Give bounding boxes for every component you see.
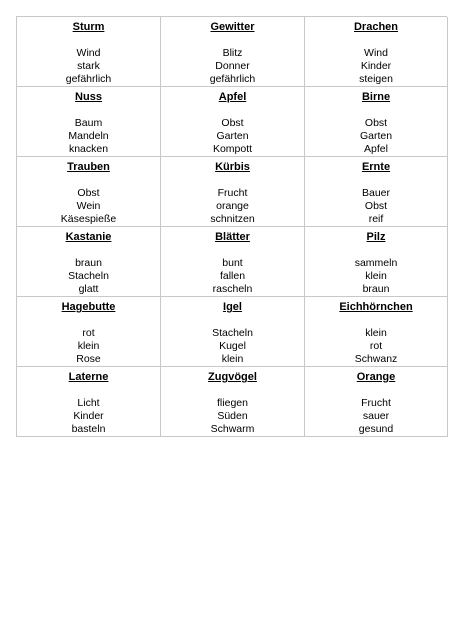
card-word: orange	[216, 200, 249, 212]
card-word: reif	[368, 213, 384, 225]
card-title: Apfel	[218, 91, 247, 103]
card-word: stark	[77, 60, 100, 72]
card-title: Birne	[361, 91, 391, 103]
card-title: Pilz	[366, 231, 386, 243]
card-title: Orange	[356, 371, 396, 383]
card-word: Schwarm	[210, 423, 255, 435]
word-card	[161, 87, 305, 157]
word-card-grid	[16, 16, 447, 437]
card-word: klein	[77, 340, 100, 352]
word-card	[17, 227, 161, 297]
card-word: Kompott	[212, 143, 253, 155]
card-title: Kürbis	[215, 161, 250, 173]
card-word: glatt	[78, 283, 99, 295]
card-title: Kastanie	[65, 231, 112, 243]
card-word: rascheln	[212, 283, 253, 295]
card-word: Süden	[217, 410, 248, 422]
card-word: klein	[365, 270, 387, 282]
card-word: Frucht	[217, 187, 248, 199]
card-word: Kugel	[219, 340, 246, 352]
card-word: Wind	[76, 47, 101, 59]
card-word: fallen	[219, 270, 246, 282]
card-title: Nuss	[75, 91, 102, 103]
card-word: schnitzen	[210, 213, 255, 225]
card-word: Wind	[364, 47, 388, 59]
card-word: Bauer	[361, 187, 391, 199]
card-word: gefährlich	[65, 73, 112, 85]
card-word: braun	[362, 283, 390, 295]
card-word: fliegen	[217, 397, 248, 409]
word-card	[305, 157, 448, 227]
card-title: Zugvögel	[208, 371, 257, 383]
card-word: braun	[75, 257, 102, 269]
card-word: Käsespieße	[60, 213, 117, 225]
card-word: Frucht	[361, 397, 391, 409]
card-word: klein	[221, 353, 244, 365]
card-word: klein	[365, 327, 387, 339]
word-card	[17, 17, 161, 87]
card-title: Ernte	[361, 161, 391, 173]
card-title: Blätter	[215, 231, 250, 243]
word-card	[305, 17, 448, 87]
card-word: Obst	[77, 187, 100, 199]
card-word: Kinder	[73, 410, 104, 422]
card-title: Drachen	[353, 21, 399, 33]
card-word: Licht	[77, 397, 100, 409]
card-word: rot	[369, 340, 383, 352]
card-title: Eichhörnchen	[339, 301, 413, 313]
card-word: sauer	[362, 410, 390, 422]
card-word: sammeln	[354, 257, 398, 269]
word-card	[305, 87, 448, 157]
card-word: Obst	[221, 117, 244, 129]
card-title: Laterne	[68, 371, 109, 383]
card-word: knacken	[68, 143, 109, 155]
card-word: gefährlich	[209, 73, 256, 85]
card-word: Kinder	[360, 60, 392, 72]
card-word: rot	[82, 327, 95, 339]
word-card	[161, 227, 305, 297]
card-word: basteln	[71, 423, 106, 435]
word-card	[305, 227, 448, 297]
card-title: Hagebutte	[61, 301, 116, 313]
word-card	[17, 87, 161, 157]
card-word: Obst	[364, 117, 388, 129]
word-card	[17, 367, 161, 437]
card-word: Obst	[364, 200, 388, 212]
card-word: Baum	[74, 117, 103, 129]
card-word: Mandeln	[68, 130, 109, 142]
card-title: Trauben	[67, 161, 110, 173]
card-word: Donner	[215, 60, 250, 72]
word-card	[161, 297, 305, 367]
card-word: Schwanz	[354, 353, 398, 365]
card-word: Garten	[359, 130, 393, 142]
card-word: Wein	[76, 200, 101, 212]
word-card	[17, 157, 161, 227]
word-card	[17, 297, 161, 367]
card-title: Gewitter	[210, 21, 255, 33]
card-title: Sturm	[72, 21, 105, 33]
card-word: Garten	[216, 130, 249, 142]
card-word: steigen	[359, 73, 393, 85]
word-card	[161, 17, 305, 87]
word-card	[161, 367, 305, 437]
card-word: Blitz	[222, 47, 243, 59]
card-word: Stacheln	[68, 270, 109, 282]
card-word: Rose	[76, 353, 101, 365]
card-word: gesund	[358, 423, 394, 435]
word-card	[161, 157, 305, 227]
card-word: bunt	[222, 257, 243, 269]
card-title: Igel	[223, 301, 242, 313]
word-card	[305, 367, 448, 437]
word-card	[305, 297, 448, 367]
card-word: Stacheln	[212, 327, 253, 339]
card-word: Apfel	[364, 143, 388, 155]
